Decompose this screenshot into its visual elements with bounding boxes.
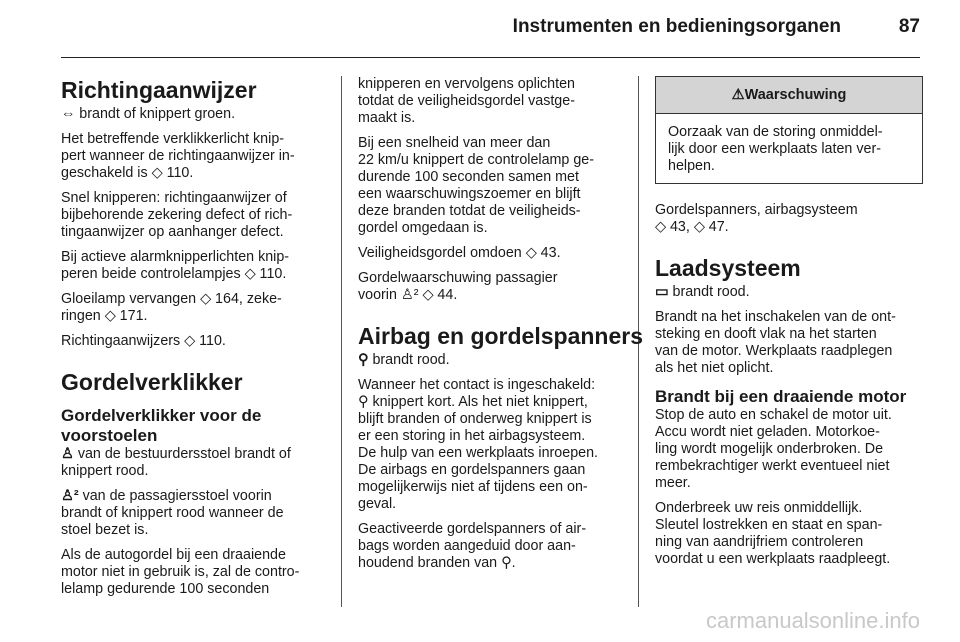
warning-box: [655, 76, 923, 184]
paragraph: knipperen en vervolgens oplichten totdat de veiligheidsgordel vastge- maakt is.: [358, 76, 575, 126]
paragraph: ♙ van de bestuurdersstoel brandt of knippert rood.: [61, 446, 291, 479]
page-number: 87: [898, 16, 920, 37]
seatbelt-driver-icon: ♙: [61, 446, 74, 462]
paragraph: Bij actieve alarmknipperlichten knip- peren beide controlelampjes ◇ 110.: [61, 249, 290, 282]
column-divider-1: [341, 76, 342, 607]
paragraph: ♙² van de passagiersstoel voorin brandt of knippert rood wanneer de stoel bezet is.: [61, 488, 284, 538]
warning-title: ⚠Waarschuwing: [656, 77, 922, 114]
paragraph: Gordelwaarschuwing passagier voorin ♙² ◇ 44.: [358, 270, 558, 303]
warning-body: Oorzaak van de storing onmiddel- lijk door een werkplaats laten ver- helpen.: [668, 124, 883, 174]
column-3: [655, 76, 923, 576]
subheading-brandt-draaiende-motor: Brandt bij een draaiende motor: [655, 387, 907, 406]
paragraph: Brandt na het inschakelen van de ont- steking en dooft vlak na het starten van de motor. Werkplaats raadplegen als het niet oplicht.: [655, 309, 896, 376]
heading-airbag: Airbag en gordelspanners: [358, 323, 644, 349]
paragraph: Het betreffende verklikkerlicht knip- pert wanneer de richtingaanwijzer in- geschakeld is ◇ 110.: [61, 131, 295, 181]
watermark: carmanualsonline.info: [705, 608, 920, 633]
paragraph: Richtingaanwijzers ◇ 110.: [61, 333, 226, 349]
column-1: [61, 76, 326, 606]
paragraph: ▭ brandt rood.: [655, 284, 750, 300]
seatbelt-passenger-icon: ♙²: [61, 488, 79, 504]
heading-laadsysteem: Laadsysteem: [655, 255, 801, 281]
airbag-icon: ⚲: [358, 352, 369, 368]
paragraph: Veiligheidsgordel omdoen ◇ 43.: [358, 245, 561, 261]
paragraph: Gloeilamp vervangen ◇ 164, zeke- ringen ◇ 171.: [61, 291, 282, 324]
running-header-title: Instrumenten en bedieningsorganen: [512, 16, 841, 37]
paragraph: Als de autogordel bij een draaiende motor niet in gebruik is, zal de contro- lelamp gedurende 100 seconden: [61, 547, 300, 597]
paragraph: ⇔ brandt of knippert groen.: [61, 106, 236, 122]
header-divider: [61, 57, 920, 58]
paragraph: Snel knipperen: richtingaanwijzer of bijbehorende zekering defect of rich- tingaanwijzer op aanhanger defect.: [61, 190, 293, 240]
column-2: [358, 76, 644, 580]
paragraph: ⚲ brandt rood.: [358, 352, 450, 368]
subheading-gordelverklikker-voorstoelen: Gordelverklikker voor de voorstoelen: [61, 406, 262, 445]
paragraph: Onderbreek uw reis onmiddellijk. Sleutel lostrekken en staat en span- ning van aandrijfriem controleren voordat u een werkplaats raadpleegt.: [655, 500, 891, 567]
turn-signal-icon: ⇔: [61, 106, 76, 122]
heading-richtingaanwijzer: Richtingaanwijzer: [61, 77, 257, 103]
paragraph: Bij een snelheid van meer dan 22 km/u knippert de controlelamp ge- durende 100 seconden samen met een waarschuwingszoemer en blijft deze branden totdat de veiligheids- gordel omgedaan is.: [358, 135, 595, 236]
battery-icon: ▭: [655, 284, 669, 300]
paragraph: Stop de auto en schakel de motor uit. Accu wordt niet geladen. Motorkoe- ling wordt mogelijk onderbroken. De rembekrachtiger werkt eventueel niet meer.: [655, 407, 892, 491]
paragraph: Wanneer het contact is ingeschakeld: ⚲ knippert kort. Als het niet knippert, blijft branden of onderweg knippert is er een storing in het airbagsysteem. De hulp van een werkplaats inroepen. De airbags en gordelspanners gaan mogelijkerwijs niet af tijdens een on- geval.: [358, 377, 599, 512]
heading-gordelverklikker: Gordelverklikker: [61, 369, 243, 395]
paragraph: Gordelspanners, airbagsysteem ◇ 43, ◇ 47.: [655, 202, 858, 235]
paragraph: Geactiveerde gordelspanners of air- bags worden aangeduid door aan- houdend branden van ⚲.: [358, 521, 587, 571]
